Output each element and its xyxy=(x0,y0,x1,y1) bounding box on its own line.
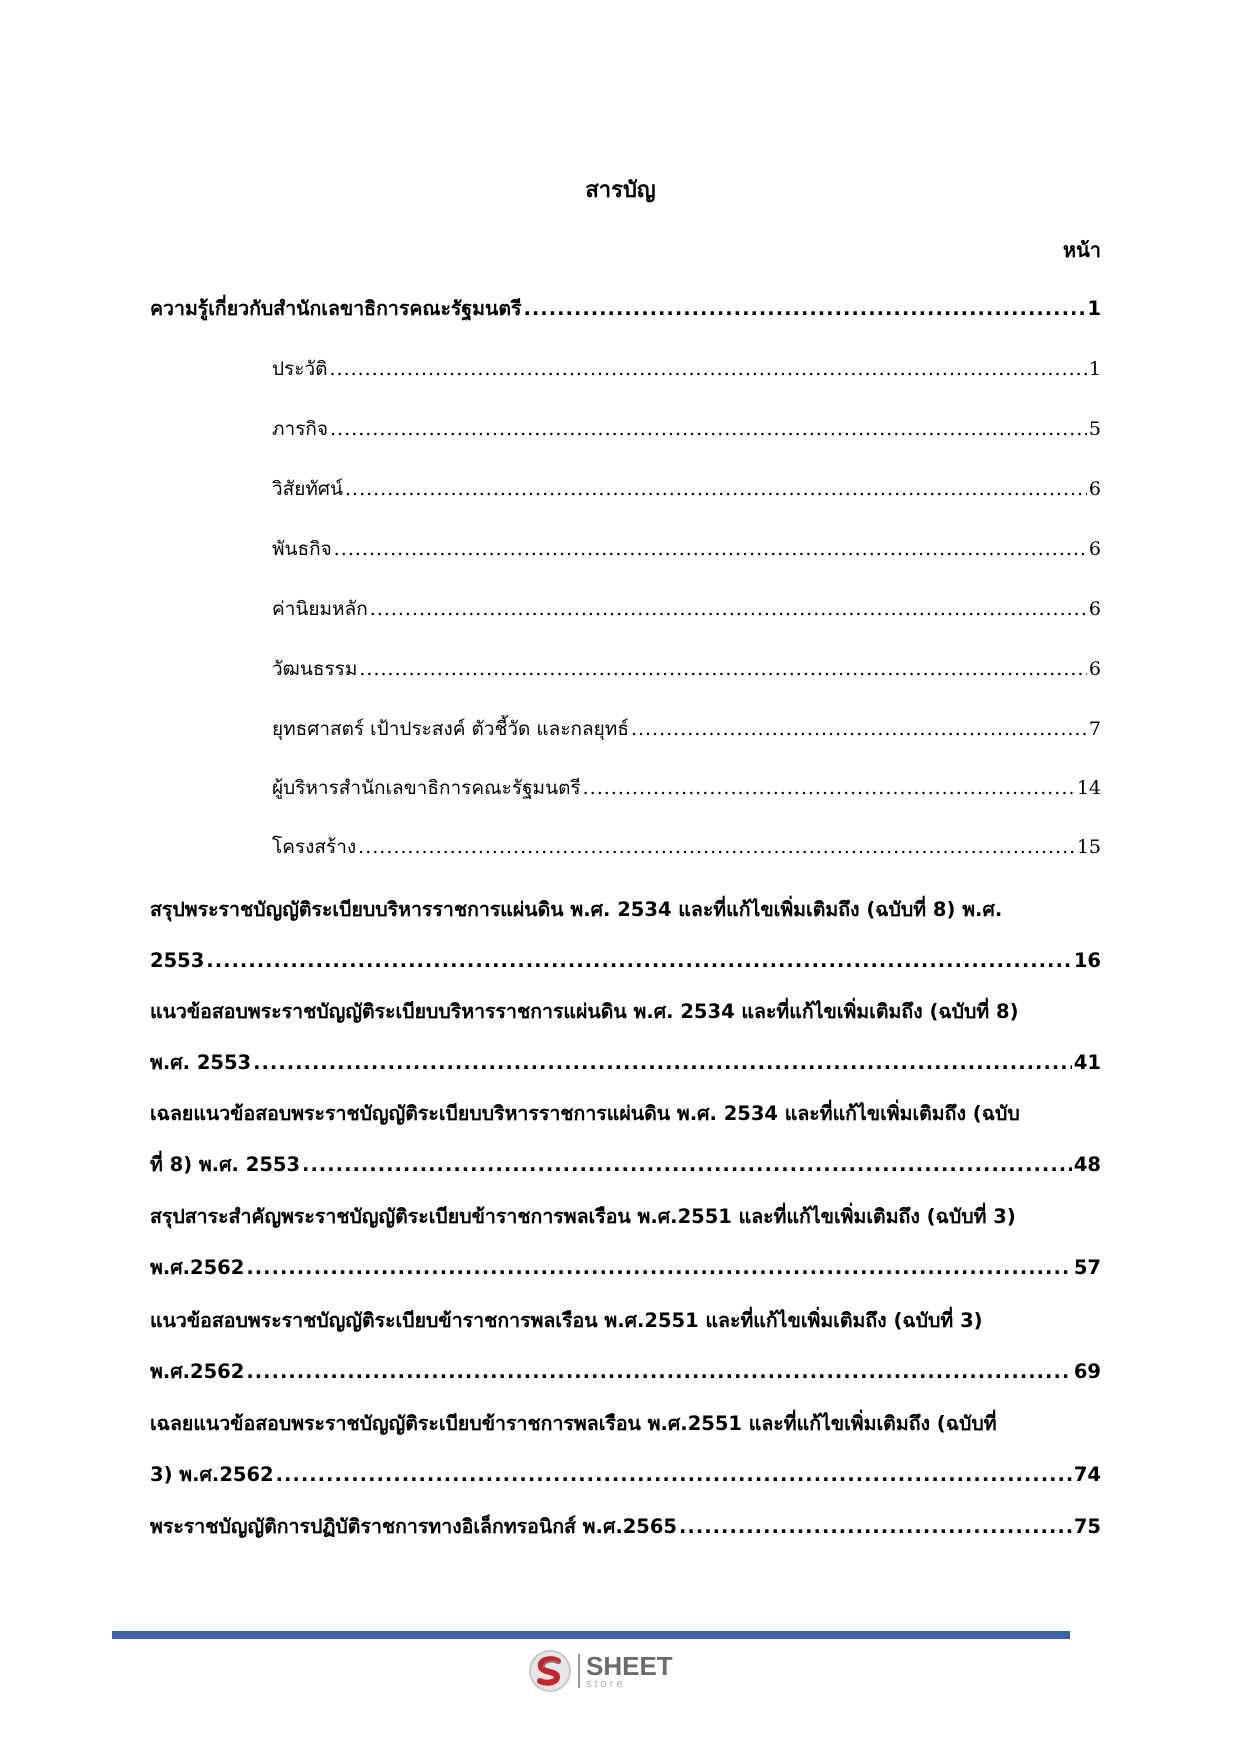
toc-entry-page: 41 xyxy=(1073,1051,1101,1074)
toc-entry-page: 14 xyxy=(1076,777,1101,799)
page-column-header: หน้า xyxy=(1062,238,1101,262)
toc-entry-text-line1: เฉลยแนวข้อสอบพระราชบัญญัติระเบียบบริหารราชการแผ่นดิน พ.ศ. 2534 และที่แก้ไขเพิ่มเติมถึง (ฉบับ xyxy=(150,1102,1020,1125)
sheet-store-logo-icon xyxy=(528,1649,572,1693)
toc-subentry[interactable] xyxy=(272,532,1101,566)
toc-subentry[interactable] xyxy=(272,830,1101,864)
dot-leader xyxy=(358,830,1075,864)
toc-entry-page: 48 xyxy=(1073,1153,1101,1176)
dot-leader xyxy=(329,352,1086,386)
toc-entry-text: ความรู้เกี่ยวกับสำนักเลขาธิการคณะรัฐมนตรี xyxy=(150,297,522,320)
dot-leader xyxy=(246,1355,1072,1389)
toc-entry-text-line2: พ.ศ. 2553 xyxy=(150,1051,252,1074)
dot-leader xyxy=(334,532,1087,566)
toc-entry-page: 74 xyxy=(1073,1463,1101,1486)
toc-entry-page: 6 xyxy=(1088,598,1101,620)
dot-leader xyxy=(679,1510,1072,1544)
sheet-store-logo xyxy=(528,1649,673,1693)
toc-entry-page: 75 xyxy=(1073,1515,1101,1538)
dot-leader xyxy=(359,652,1087,686)
toc-entry-page: 6 xyxy=(1088,478,1101,500)
toc-subentry[interactable] xyxy=(272,412,1101,446)
toc-subentry[interactable] xyxy=(272,592,1101,626)
toc-title: สารบัญ xyxy=(585,178,656,203)
dot-leader xyxy=(370,592,1087,626)
toc-entry-text: พันธกิจ xyxy=(272,538,332,560)
toc-entry-text: วัฒนธรรม xyxy=(272,658,358,680)
dot-leader xyxy=(631,712,1087,746)
toc-entry-text-line2: 2553 xyxy=(150,949,205,972)
toc-entry-text: พระราชบัญญัติการปฏิบัติราชการทางอิเล็กทรอนิกส์ พ.ศ.2565 xyxy=(150,1515,678,1538)
footer-rule xyxy=(112,1631,1070,1639)
logo-divider xyxy=(578,1654,580,1688)
toc-entry-text: ผู้บริหารสำนักเลขาธิการคณะรัฐมนตรี xyxy=(272,777,581,799)
toc-entry-multiline[interactable] xyxy=(150,1200,1101,1285)
toc-entry-text-line2: พ.ศ.2562 xyxy=(150,1360,245,1383)
toc-entry-text: โครงสร้าง xyxy=(272,836,357,858)
toc-entry-text: ค่านิยมหลัก xyxy=(272,598,368,620)
dot-leader xyxy=(345,472,1087,506)
toc-entry-text: วิสัยทัศน์ xyxy=(272,478,343,500)
toc-subentry[interactable] xyxy=(272,352,1101,386)
dot-leader xyxy=(330,412,1087,446)
toc-entry-page: 6 xyxy=(1088,538,1101,560)
toc-entry-page: 15 xyxy=(1076,836,1101,858)
toc-entry-text: ยุทธศาสตร์ เป้าประสงค์ ตัวชี้วัด และกลยุทธ์ xyxy=(272,718,629,740)
toc-entry-text-line2: ที่ 8) พ.ศ. 2553 xyxy=(150,1153,301,1176)
dot-leader xyxy=(246,1251,1072,1285)
toc-entry-page: 16 xyxy=(1073,949,1101,972)
dot-leader xyxy=(302,1148,1072,1182)
toc-entry-multiline[interactable] xyxy=(150,893,1101,978)
logo-subtext: store xyxy=(586,1677,626,1690)
dot-leader xyxy=(523,292,1085,326)
toc-entry-text-line1: แนวข้อสอบพระราชบัญญัติระเบียบบริหารราชการแผ่นดิน พ.ศ. 2534 และที่แก้ไขเพิ่มเติมถึง (ฉบับที่ 8) xyxy=(150,1000,1019,1023)
toc-entry-multiline[interactable] xyxy=(150,1097,1101,1182)
toc-subentry[interactable] xyxy=(272,652,1101,686)
toc-entry-page: 1 xyxy=(1088,358,1101,380)
toc-entry-page: 7 xyxy=(1088,718,1101,740)
toc-entry-text-line1: สรุปพระราชบัญญัติระเบียบบริหารราชการแผ่นดิน พ.ศ. 2534 และที่แก้ไขเพิ่มเติมถึง (ฉบับที่ 8) พ.ศ. xyxy=(150,898,1003,921)
toc-entry-text-line2: 3) พ.ศ.2562 xyxy=(150,1463,274,1486)
toc-subentry[interactable] xyxy=(272,771,1101,805)
toc-entry[interactable] xyxy=(150,292,1101,326)
toc-entry-page: 1 xyxy=(1087,297,1101,320)
toc-entry-text-line2: พ.ศ.2562 xyxy=(150,1256,245,1279)
toc-subentry[interactable] xyxy=(272,712,1101,746)
toc-entry-text: ประวัติ xyxy=(272,358,328,380)
toc-entry-text-line1: แนวข้อสอบพระราชบัญญัติระเบียบข้าราชการพลเรือน พ.ศ.2551 และที่แก้ไขเพิ่มเติมถึง (ฉบับที่ 3) xyxy=(150,1309,983,1332)
logo-wordmark: SHEET xyxy=(586,1650,673,1681)
toc-entry-page: 69 xyxy=(1073,1360,1101,1383)
toc-entry-text: ภารกิจ xyxy=(272,418,329,440)
toc-entry-page: 57 xyxy=(1073,1256,1101,1279)
dot-leader xyxy=(276,1458,1072,1492)
toc-subentry[interactable] xyxy=(272,472,1101,506)
dot-leader xyxy=(253,1046,1072,1080)
dot-leader xyxy=(206,944,1072,978)
toc-entry-multiline[interactable] xyxy=(150,1407,1101,1492)
toc-entry-multiline[interactable] xyxy=(150,995,1101,1080)
toc-entry[interactable] xyxy=(150,1510,1101,1544)
toc-entry-text-line1: เฉลยแนวข้อสอบพระราชบัญญัติระเบียบข้าราชการพลเรือน พ.ศ.2551 และที่แก้ไขเพิ่มเติมถึง (ฉบับที่ xyxy=(150,1412,997,1435)
toc-entry-multiline[interactable] xyxy=(150,1304,1101,1389)
toc-entry-page: 5 xyxy=(1088,418,1101,440)
dot-leader xyxy=(583,771,1075,805)
toc-entry-text-line1: สรุปสาระสำคัญพระราชบัญญัติระเบียบข้าราชการพลเรือน พ.ศ.2551 และที่แก้ไขเพิ่มเติมถึง (ฉบับที่ 3) xyxy=(150,1205,1016,1228)
toc-entry-page: 6 xyxy=(1088,658,1101,680)
